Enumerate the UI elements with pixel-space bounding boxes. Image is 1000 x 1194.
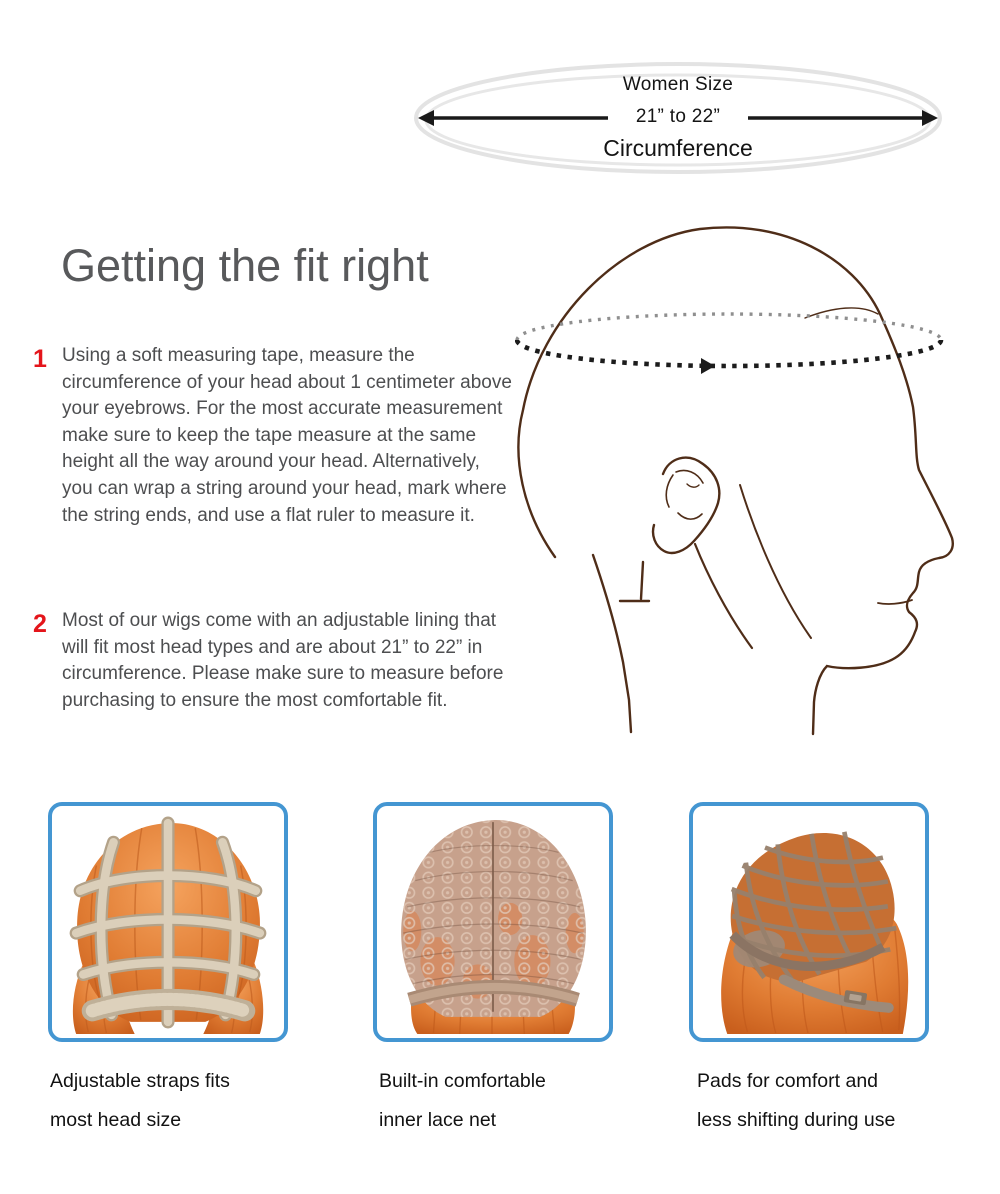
- photo-wig-cap-straps: [48, 802, 288, 1042]
- step-2-number: 2: [33, 610, 47, 638]
- size-range-label: 21” to 22”: [635, 106, 721, 127]
- head-profile-illustration: [515, 222, 970, 742]
- head-outline: [518, 227, 952, 734]
- step-1-number: 1: [33, 345, 47, 373]
- step-1-text: Using a soft measuring tape, measure the circumference of your head about 1 centimeter above your eyebrows. For the most accurate measurement make sure to keep the tape measure at the same height all the way around your head. Alternatively, you can wrap a string around your head, mark where the string ends, and use a flat ruler to measure it.: [62, 345, 512, 526]
- wig-cap-lace-net-image: [381, 810, 605, 1034]
- caption-comfort-pads: [697, 1062, 957, 1139]
- caption-line: less shifting during use: [697, 1108, 896, 1131]
- step-2: [33, 608, 512, 714]
- caption-line: inner lace net: [379, 1108, 497, 1131]
- caption-adjustable-straps: [50, 1062, 310, 1139]
- size-diagram: [408, 58, 948, 183]
- tape-arrowhead: [701, 358, 715, 374]
- caption-line: Adjustable straps fits: [50, 1070, 230, 1092]
- women-size-label: Women Size: [622, 74, 734, 95]
- ear-detail: [653, 458, 719, 553]
- wig-cap-back-straps-image: [56, 810, 280, 1034]
- caption-lace-net: [379, 1062, 639, 1139]
- photo-wig-cap-pads: [689, 802, 929, 1042]
- caption-line: Built-in comfortable: [379, 1070, 546, 1092]
- step-2-text: Most of our wigs come with an adjustable lining that will fit most head types and are about 21” to 22” in circumference. Please make sure to measure before purchasing to ensure the most comfortable fit.: [62, 610, 504, 711]
- circumference-label: Circumference: [603, 135, 753, 161]
- caption-line: Pads for comfort and: [697, 1070, 879, 1092]
- step-1: [33, 343, 512, 529]
- wig-cap-side-pads-image: [697, 810, 921, 1034]
- measuring-tape-dotted-line: [517, 314, 941, 374]
- caption-line: most head size: [50, 1108, 182, 1131]
- page-title: Getting the fit right: [61, 240, 429, 291]
- photo-wig-cap-lace: [373, 802, 613, 1042]
